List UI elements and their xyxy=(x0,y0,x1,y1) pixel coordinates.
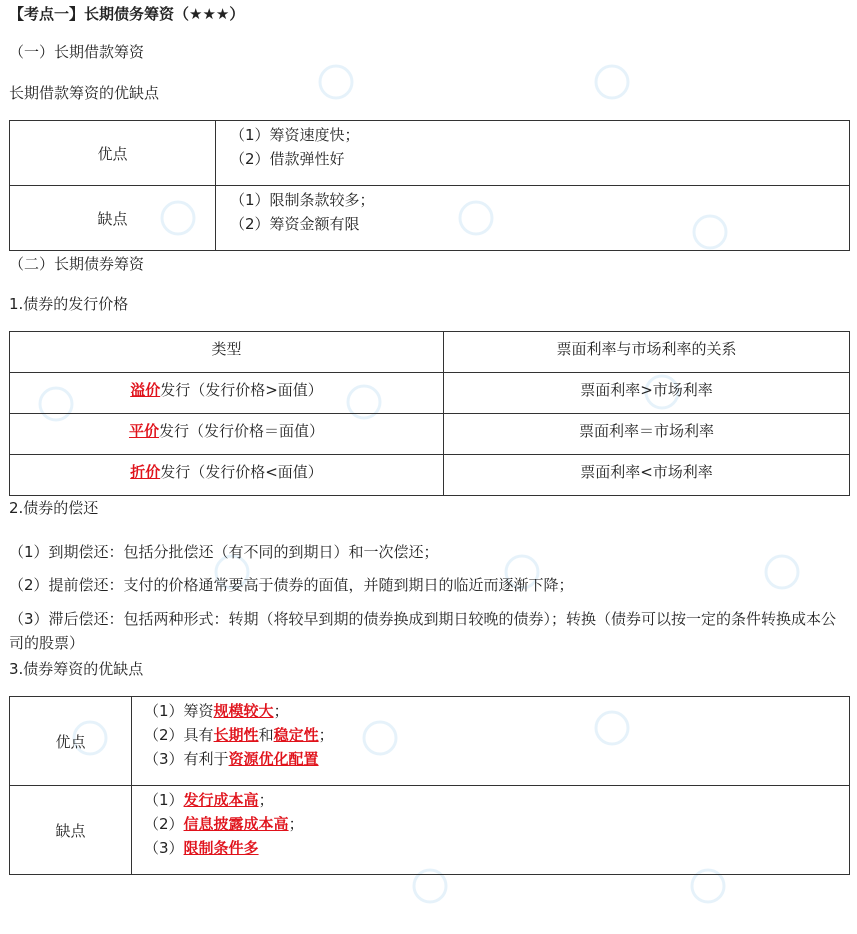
list-item: （1）筹资速度快； xyxy=(230,126,360,144)
discount-key: 折价 xyxy=(130,463,161,481)
highlight: 规模较大 xyxy=(213,702,274,720)
type-desc: 发行（发行价格>面值） xyxy=(160,381,323,399)
table-header-row xyxy=(10,332,850,373)
highlight: 信息披露成本高 xyxy=(183,815,289,833)
cons-cell xyxy=(216,186,850,251)
highlight: 限制条件多 xyxy=(183,839,259,857)
relation-cell: 票面利率＝市场利率 xyxy=(444,414,850,455)
bond-pros-cons-heading: 3.债券筹资的优缺点 xyxy=(9,660,144,678)
chinaacc-logo-icon xyxy=(320,66,352,98)
type-cell xyxy=(10,455,444,496)
table-row xyxy=(10,697,850,786)
table-row xyxy=(10,373,850,414)
chinaacc-logo-icon xyxy=(766,556,798,588)
section2-heading: （二）长期债券筹资 xyxy=(9,255,145,273)
column-header-type: 类型 xyxy=(10,332,444,373)
table-row xyxy=(10,121,850,186)
table-row xyxy=(10,786,850,875)
list-item: （1）发行成本高； xyxy=(144,791,274,809)
column-header-relation: 票面利率与市场利率的关系 xyxy=(444,332,850,373)
cons-cell xyxy=(132,786,850,875)
loan-pros-cons-table xyxy=(9,120,850,251)
section1-heading: （一）长期借款筹资 xyxy=(9,43,145,61)
list-item: （3）有利于资源优化配置 xyxy=(144,750,319,768)
repay-item: （3）滞后偿还：包括两种形式：转期（将较早到期的债券换成到期日较晚的债券）；转换（债券可以按一定的条件转换成本公司的股票） xyxy=(9,610,837,652)
relation-cell: 票面利率<市场利率 xyxy=(444,455,850,496)
bond-repay-heading: 2.债券的偿还 xyxy=(9,499,99,517)
highlight: 资源优化配置 xyxy=(228,750,319,768)
highlight: 发行成本高 xyxy=(183,791,259,809)
list-item: （1）筹资规模较大； xyxy=(144,702,289,720)
pros-label: 优点 xyxy=(10,697,132,786)
pros-cell xyxy=(132,697,850,786)
cons-label: 缺点 xyxy=(10,786,132,875)
table-row xyxy=(10,455,850,496)
premium-key: 溢价 xyxy=(130,381,161,399)
list-item: （2）具有长期性和稳定性； xyxy=(144,726,334,744)
pros-cell xyxy=(216,121,850,186)
list-item: （1）限制条款较多； xyxy=(230,191,375,209)
cons-label: 缺点 xyxy=(10,186,216,251)
type-desc: 发行（发行价格<面值） xyxy=(160,463,323,481)
table-row xyxy=(10,414,850,455)
list-item: （3）限制条件多 xyxy=(144,839,259,857)
chinaacc-logo-icon xyxy=(596,66,628,98)
pros-label: 优点 xyxy=(10,121,216,186)
repay-item: （1）到期偿还：包括分批偿还（有不同的到期日）和一次偿还； xyxy=(9,543,439,561)
list-item: （2）信息披露成本高； xyxy=(144,815,304,833)
type-cell xyxy=(10,373,444,414)
highlight: 长期性 xyxy=(213,726,259,744)
list-item: （2）借款弹性好 xyxy=(230,150,345,168)
repay-item: （2）提前偿还：支付的价格通常要高于债券的面值，并随到期日的临近而逐渐下降； xyxy=(9,576,574,594)
highlight: 稳定性 xyxy=(273,726,319,744)
relation-cell: 票面利率>市场利率 xyxy=(444,373,850,414)
page-title: 【考点一】长期债务筹资（★★★） xyxy=(9,5,245,23)
table-row xyxy=(10,186,850,251)
par-key: 平价 xyxy=(128,422,159,440)
type-cell xyxy=(10,414,444,455)
type-desc: 发行（发行价格＝面值） xyxy=(159,422,325,440)
bond-pros-cons-table xyxy=(9,696,850,875)
bond-price-table xyxy=(9,331,850,496)
list-item: （2）筹资金额有限 xyxy=(230,215,360,233)
section1-subheading: 长期借款筹资的优缺点 xyxy=(9,84,160,102)
bond-price-heading: 1.债券的发行价格 xyxy=(9,295,129,313)
